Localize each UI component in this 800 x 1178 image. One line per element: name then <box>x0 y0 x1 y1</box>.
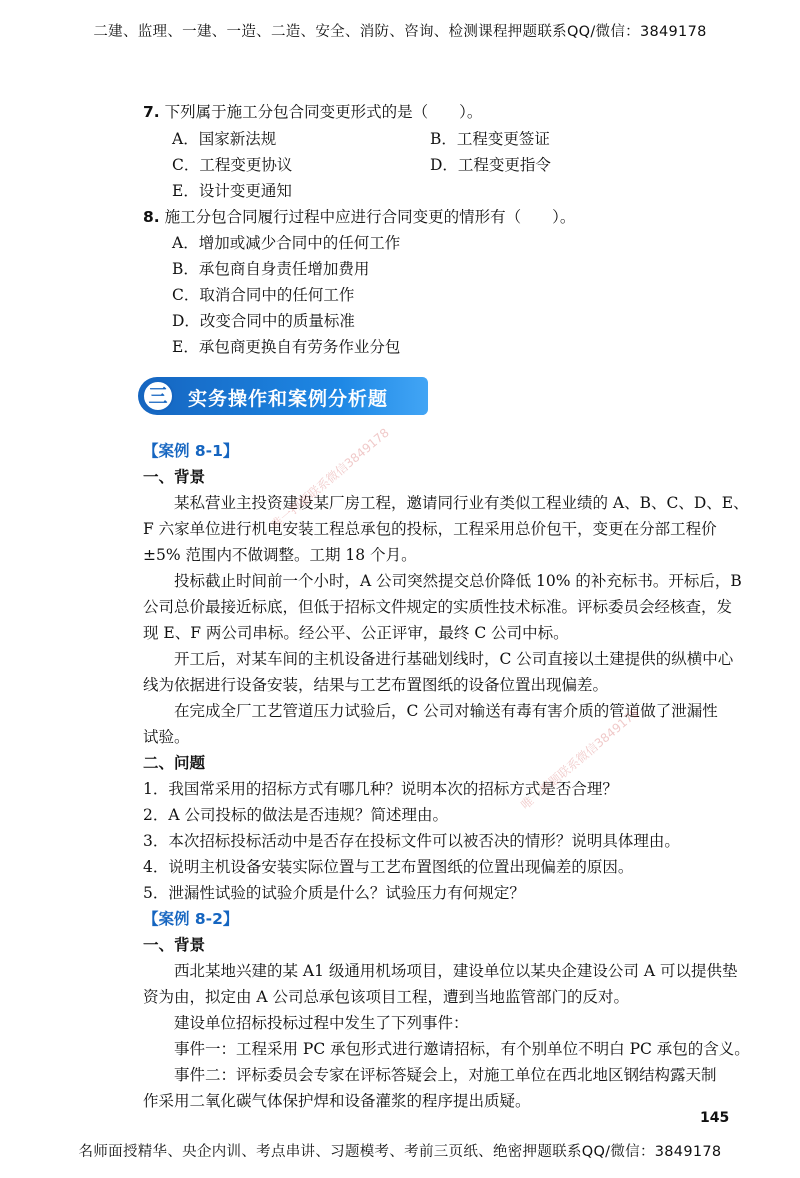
case-8-2-background-heading: 一、背景 <box>143 936 206 954</box>
paragraph-line: 投标截止时间前一个小时，A 公司突然提交总价降低 10% 的补充标书。开标后，B <box>143 572 742 590</box>
question-8-number: 8. <box>143 208 160 226</box>
question-7 <box>143 100 482 122</box>
list-item: 2．A 公司投标的做法是否违规？简述理由。 <box>143 806 448 824</box>
case-8-2-label: 【案例 8-2】 <box>143 910 239 928</box>
q8-option-c: C．取消合同中的任何工作 <box>172 286 355 304</box>
paragraph-line: 西北某地兴建的某 A1 级通用机场项目，建设单位以某央企建设公司 A 可以提供垫 <box>143 962 738 980</box>
q7-option-c: C．工程变更协议 <box>172 156 293 174</box>
paragraph-line: 事件一：工程采用 PC 承包形式进行邀请招标，有个别单位不明白 PC 承包的含义。 <box>143 1040 750 1058</box>
question-8 <box>143 205 575 227</box>
q7-option-e: E．设计变更通知 <box>172 182 292 200</box>
page-number: 145 <box>700 1110 730 1126</box>
paragraph-line: 建设单位招标投标过程中发生了下列事件： <box>143 1014 469 1032</box>
paragraph-line: 开工后，对某车间的主机设备进行基础划线时，C 公司直接以土建提供的纵横中心 <box>143 650 734 668</box>
list-item: 5．泄漏性试验的试验介质是什么？试验压力有何规定？ <box>143 884 525 902</box>
paragraph-line: 资为由，拟定由 A 公司总承包该项目工程，遭到当地监管部门的反对。 <box>143 988 630 1006</box>
q7-option-d: D．工程变更指令 <box>430 156 551 174</box>
page-header: 二建、监理、一建、一造、二造、安全、消防、咨询、检测课程押题联系QQ/微信：3849178 <box>93 24 707 40</box>
paragraph-line: 某私营业主投资建设某厂房工程，邀请同行业有类似工程业绩的 A、B、C、D、E、 <box>143 494 749 512</box>
list-item: 1．我国常采用的招标方式有哪几种？说明本次的招标方式是否合理？ <box>143 780 618 798</box>
paragraph-line: 在完成全厂工艺管道压力试验后，C 公司对输送有毒有害介质的管道做了泄漏性 <box>143 702 718 720</box>
paragraph-line: F 六家单位进行机电安装工程总承包的投标，工程采用总价包干，变更在分部工程价 <box>143 520 717 538</box>
q8-option-e: E．承包商更换自有劳务作业分包 <box>172 338 401 356</box>
section-title: 实务操作和案例分析题 <box>188 388 389 410</box>
paragraph-line: 事件二：评标委员会专家在评标答疑会上，对施工单位在西北地区钢结构露天制 <box>143 1066 717 1084</box>
paragraph-line: 作采用二氧化碳气体保护焊和设备灌浆的程序提出质疑。 <box>143 1092 531 1110</box>
page-footer: 名师面授精华、央企内训、考点串讲、习题模考、考前三页纸、绝密押题联系QQ/微信：3849178 <box>78 1144 722 1160</box>
case-8-1-background-heading: 一、背景 <box>143 468 206 486</box>
q7-option-a: A．国家新法规 <box>172 130 277 148</box>
case-8-1-questions-heading: 二、问题 <box>143 754 206 772</box>
q8-option-b: B．承包商自身责任增加费用 <box>172 260 370 278</box>
question-8-stem: 施工分包合同履行过程中应进行合同变更的情形有（ ）。 <box>164 208 576 226</box>
paragraph-line: 线为依据进行设备安装，结果与工艺布置图纸的设备位置出现偏差。 <box>143 676 609 694</box>
paragraph-line: 试验。 <box>143 728 190 746</box>
list-item: 3．本次招标投标活动中是否存在投标文件可以被否决的情形？说明具体理由。 <box>143 832 680 850</box>
watermark: 唯一押题联系微信3849178 <box>518 705 642 813</box>
question-7-stem: 下列属于施工分包合同变更形式的是（ ）。 <box>164 103 483 121</box>
q8-option-a: A．增加或减少合同中的任何工作 <box>172 234 401 252</box>
section-number-badge: 三 <box>142 380 174 412</box>
paragraph-line: 公司总价最接近标底，但低于招标文件规定的实质性技术标准。评标委员会经核查，发 <box>143 598 733 616</box>
question-7-number: 7. <box>143 103 160 121</box>
paragraph-line: 现 E、F 两公司串标。经公平、公正评审，最终 C 公司中标。 <box>143 624 569 642</box>
q8-option-d: D．改变合同中的质量标准 <box>172 312 355 330</box>
list-item: 4．说明主机设备安装实际位置与工艺布置图纸的位置出现偏差的原因。 <box>143 858 634 876</box>
watermark: 唯一押题联系微信3849178 <box>268 425 392 533</box>
case-8-1-label: 【案例 8-1】 <box>143 442 239 460</box>
q7-option-b: B．工程变更签证 <box>430 130 550 148</box>
paragraph-line: ±5% 范围内不做调整。工期 18 个月。 <box>143 546 417 564</box>
